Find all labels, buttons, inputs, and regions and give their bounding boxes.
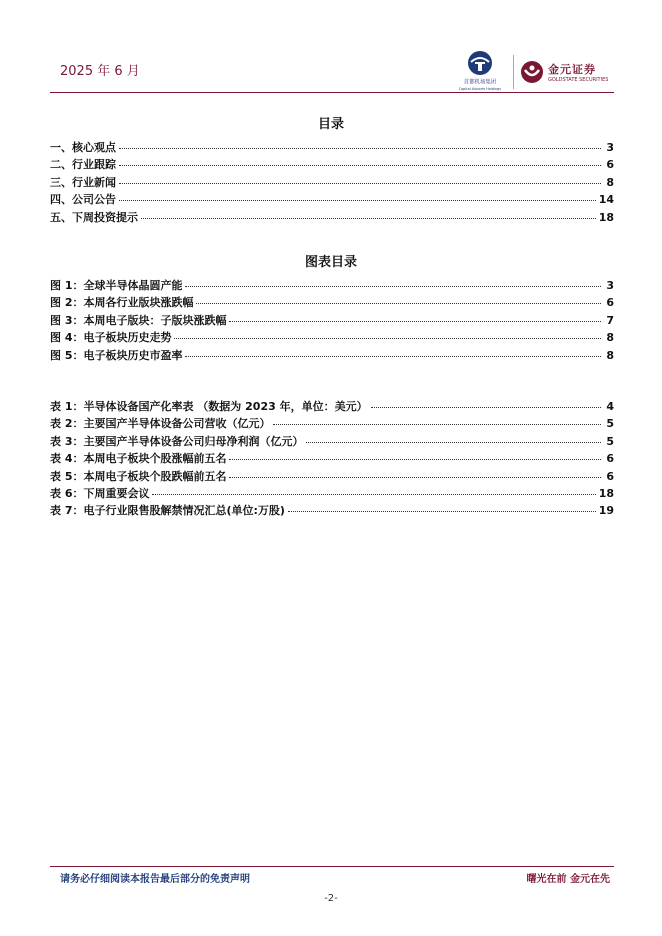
toc-item-label: 四、公司公告 — [50, 193, 116, 207]
figure-item[interactable] — [50, 312, 614, 329]
leader-dots — [185, 348, 601, 357]
toc-item-page: 14 — [598, 193, 614, 207]
capital-airports-emblem-icon — [467, 50, 493, 76]
table-item-label: 表 5：本周电子板块个股跌幅前五名 — [50, 469, 227, 483]
capital-airports-logo — [455, 50, 505, 94]
table-item[interactable] — [50, 398, 614, 415]
figure-item[interactable] — [50, 294, 614, 311]
leader-dots — [196, 295, 601, 304]
figure-item-label: 图 1：全球半导体晶圆产能 — [50, 279, 183, 292]
leader-dots — [152, 486, 595, 495]
footer-divider — [50, 866, 614, 867]
leader-dots — [119, 140, 601, 149]
toc-item[interactable] — [50, 139, 614, 156]
table-item-label: 表 7：电子行业限售股解禁情况汇总(单位:万股) — [50, 504, 285, 518]
leader-dots — [119, 175, 601, 184]
table-item-page: 5 — [606, 417, 614, 431]
leader-dots — [306, 434, 601, 443]
figure-item-label: 图 2：本周各行业版块涨跌幅 — [50, 296, 194, 310]
figure-item-page: 8 — [606, 331, 614, 345]
leader-dots — [174, 330, 601, 339]
leader-dots — [229, 313, 601, 322]
table-item-page: 4 — [606, 400, 614, 413]
footer-slogan: 曙光在前 金元在先 — [526, 874, 610, 885]
toc-title: 目录 — [317, 117, 344, 132]
figure-item-label: 图 3：本周电子版块：子版块涨跌幅 — [50, 313, 227, 327]
page-number: -2- — [324, 893, 338, 904]
table-item[interactable] — [50, 450, 614, 467]
figures-list — [50, 277, 614, 364]
table-item-page: 6 — [606, 469, 614, 483]
header-date: 2025 年 6 月 — [60, 64, 140, 79]
logo2-name: 金元证券 — [548, 63, 596, 76]
leader-dots — [371, 399, 601, 408]
logo-separator — [513, 55, 514, 89]
table-item[interactable] — [50, 468, 614, 485]
logo1-en: Capital Airports Holdings — [458, 86, 502, 91]
leader-dots — [288, 503, 596, 512]
toc-item-page: 8 — [606, 175, 614, 189]
table-item[interactable] — [50, 485, 614, 502]
toc-item-label: 五、下周投资提示 — [50, 210, 138, 224]
table-item-page: 18 — [598, 486, 614, 500]
table-item-page: 5 — [606, 434, 614, 448]
toc-item-label: 一、核心观点 — [50, 141, 116, 154]
figure-item[interactable] — [50, 277, 614, 294]
figure-item[interactable] — [50, 347, 614, 364]
table-item[interactable] — [50, 433, 614, 450]
figure-item-page: 8 — [606, 348, 614, 362]
figure-item-page: 7 — [606, 313, 614, 327]
figure-item-page: 6 — [606, 296, 614, 310]
table-item-label: 表 3：主要国产半导体设备公司归母净利润（亿元） — [50, 434, 304, 448]
toc-item[interactable] — [50, 191, 614, 208]
toc-item[interactable] — [50, 209, 614, 226]
toc-item-label: 二、行业跟踪 — [50, 158, 116, 172]
toc-item-page: 18 — [598, 210, 614, 224]
figure-item-label: 图 5：电子板块历史市盈率 — [50, 348, 183, 362]
logo2-en: GOLDSTATE SECURITIES — [548, 77, 609, 83]
table-item-page: 19 — [598, 504, 614, 518]
toc-list — [50, 139, 614, 226]
leader-dots — [185, 278, 601, 287]
logo1-name: 首都机场集团 — [463, 79, 497, 86]
footer-disclaimer: 请务必仔细阅读本报告最后部分的免责声明 — [60, 874, 250, 885]
leader-dots — [141, 210, 596, 219]
toc-item-page: 3 — [606, 141, 614, 154]
goldstate-logo — [520, 60, 608, 84]
leader-dots — [273, 416, 601, 425]
toc-item-page: 6 — [606, 158, 614, 172]
toc-item[interactable] — [50, 156, 614, 173]
table-item[interactable] — [50, 502, 614, 519]
tables-list — [50, 398, 614, 520]
header-logos — [455, 50, 608, 94]
toc-item[interactable] — [50, 174, 614, 191]
figures-title: 图表目录 — [304, 255, 357, 270]
figure-item-page: 3 — [606, 279, 614, 292]
leader-dots — [119, 157, 601, 166]
leader-dots — [229, 469, 601, 478]
table-item-label: 表 4：本周电子板块个股涨幅前五名 — [50, 452, 227, 466]
goldstate-emblem-icon — [520, 60, 544, 84]
figure-item[interactable] — [50, 329, 614, 346]
table-item[interactable] — [50, 415, 614, 432]
toc-item-label: 三、行业新闻 — [50, 175, 116, 189]
figure-item-label: 图 4：电子板块历史走势 — [50, 331, 172, 345]
leader-dots — [119, 192, 596, 201]
table-item-label: 表 6：下周重要会议 — [50, 486, 150, 500]
table-item-label: 表 2：主要国产半导体设备公司营收（亿元） — [50, 417, 271, 431]
table-item-page: 6 — [606, 452, 614, 466]
header-divider — [50, 92, 614, 93]
leader-dots — [229, 451, 601, 460]
table-item-label: 表 1：半导体设备国产化率表 （数据为 2023 年，单位：美元） — [50, 400, 368, 413]
